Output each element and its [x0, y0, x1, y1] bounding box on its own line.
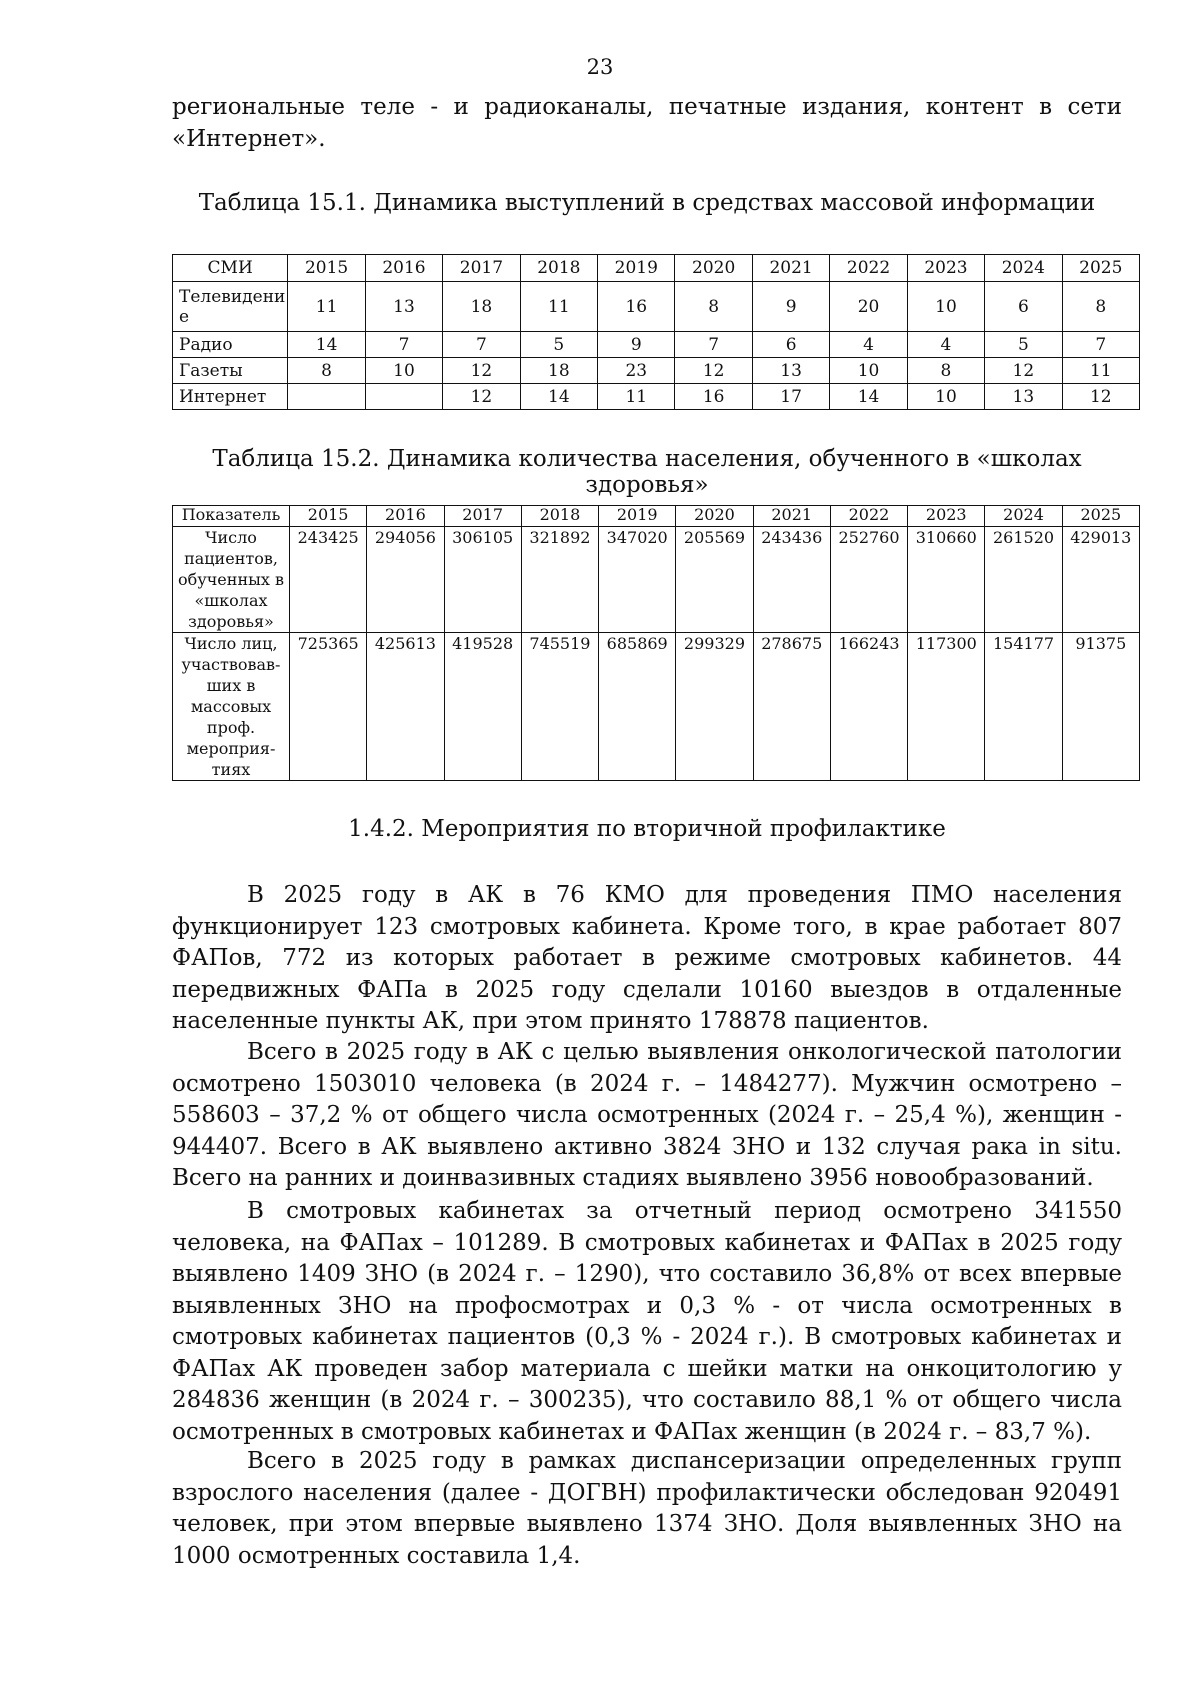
table-cell: 10: [907, 384, 984, 410]
table-cell: 9: [752, 282, 829, 332]
table-cell: 4: [907, 332, 984, 358]
year-header-cell: 2025: [1062, 506, 1139, 527]
year-header-cell: 2017: [444, 506, 521, 527]
table-cell: 18: [520, 358, 597, 384]
media-appearances-table: [172, 254, 1140, 410]
table1-caption: Таблица 15.1. Динамика выступлений в средствах массовой информации: [198, 190, 1096, 216]
table-cell: 6: [752, 332, 829, 358]
year-header-cell: 2021: [753, 506, 830, 527]
page-number: 23: [586, 55, 614, 79]
table-cell: 14: [830, 384, 907, 410]
table-cell: [288, 384, 365, 410]
table-cell: 243425: [290, 527, 367, 633]
table-row: [173, 633, 1140, 781]
table-cell: 725365: [290, 633, 367, 781]
year-header-cell: 2023: [907, 255, 984, 282]
table-cell: 20: [830, 282, 907, 332]
table-cell: 10: [365, 358, 442, 384]
table-row: [173, 358, 1140, 384]
table-cell: 425613: [367, 633, 444, 781]
table-cell: 91375: [1062, 633, 1139, 781]
year-header-cell: 2024: [985, 255, 1062, 282]
section-heading: 1.4.2. Мероприятия по вторичной профилактике: [348, 816, 946, 842]
year-header-cell: 2018: [520, 255, 597, 282]
table-cell: 10: [907, 282, 984, 332]
year-header-cell: 2024: [985, 506, 1062, 527]
year-header-cell: 2020: [675, 255, 752, 282]
year-header-cell: 2022: [830, 506, 907, 527]
table-cell: 12: [985, 358, 1062, 384]
table-cell: 14: [520, 384, 597, 410]
table-cell: 252760: [830, 527, 907, 633]
year-header-cell: 2019: [599, 506, 676, 527]
table-cell: 13: [985, 384, 1062, 410]
paragraph: Всего в 2025 году в рамках диспансеризации определенных групп взрослого населения (далее - ДОГВН) профилактически обследован 920491 человек, при этом впервые выявлено 1374 ЗНО. Доля выявленных ЗНО на 1000 осмотренных составила 1,4.: [172, 1448, 1122, 1569]
table-cell: 11: [520, 282, 597, 332]
row-label: Телевидени е: [173, 282, 288, 332]
table-cell: 429013: [1062, 527, 1139, 633]
table-cell: 18: [443, 282, 520, 332]
table-cell: 8: [675, 282, 752, 332]
table-cell: 261520: [985, 527, 1062, 633]
table-cell: 5: [985, 332, 1062, 358]
table-cell: 12: [1062, 384, 1139, 410]
table-row: [173, 282, 1140, 332]
table-cell: 11: [288, 282, 365, 332]
year-header-cell: 2019: [598, 255, 675, 282]
table-cell: 7: [1062, 332, 1139, 358]
table-cell: 299329: [676, 633, 753, 781]
table-row: [173, 332, 1140, 358]
table-cell: 419528: [444, 633, 521, 781]
table-row: [173, 384, 1140, 410]
table-cell: 7: [675, 332, 752, 358]
health-schools-table: [172, 505, 1140, 781]
row-label: Число пациентов, обученных в «школах здоровья»: [173, 527, 290, 633]
year-header-cell: 2015: [290, 506, 367, 527]
table-cell: 13: [752, 358, 829, 384]
table-cell: 685869: [599, 633, 676, 781]
table-header-row: [173, 506, 1140, 527]
table-cell: 166243: [830, 633, 907, 781]
year-header-cell: 2023: [908, 506, 985, 527]
table-cell: 154177: [985, 633, 1062, 781]
table-cell: 347020: [599, 527, 676, 633]
year-header-cell: 2016: [365, 255, 442, 282]
table-cell: 14: [288, 332, 365, 358]
year-header-cell: 2015: [288, 255, 365, 282]
table-row: [173, 527, 1140, 633]
row-label: Число лиц, участвовав-ших в массовых проф. мероприя-тиях: [173, 633, 290, 781]
table-cell: 13: [365, 282, 442, 332]
table-cell: 745519: [521, 633, 598, 781]
table-cell: 294056: [367, 527, 444, 633]
row-label: Интернет: [173, 384, 288, 410]
table-cell: 11: [598, 384, 675, 410]
year-header-cell: 2021: [752, 255, 829, 282]
table-cell: 321892: [521, 527, 598, 633]
table-cell: 17: [752, 384, 829, 410]
table-cell: 4: [830, 332, 907, 358]
table-cell: 7: [443, 332, 520, 358]
table-cell: 243436: [753, 527, 830, 633]
table-cell: 9: [598, 332, 675, 358]
table-header-row: [173, 255, 1140, 282]
table-header-cell: Показатель: [173, 506, 290, 527]
intro-paragraph: региональные теле - и радиоканалы, печатные издания, контент в сети «Интернет».: [172, 94, 1122, 152]
table-cell: 8: [907, 358, 984, 384]
table-cell: 205569: [676, 527, 753, 633]
table-cell: [365, 384, 442, 410]
table-cell: 7: [365, 332, 442, 358]
year-header-cell: 2017: [443, 255, 520, 282]
table-cell: 12: [443, 384, 520, 410]
paragraph: Всего в 2025 году в АК с целью выявления онкологической патологии осмотрено 1503010 человека (в 2024 г. – 1484277). Мужчин осмотрено – 558603 – 37,2 % от общего числа осмотренных (2024 г. – 25,4 %), женщин - 944407. Всего в АК выявлено активно 3824 ЗНО и 132 случая рака in situ. Всего на ранних и доинвазивных стадиях выявлено 3956 новообразований.: [172, 1039, 1122, 1191]
table-cell: 310660: [908, 527, 985, 633]
table-cell: 16: [598, 282, 675, 332]
table-cell: 12: [443, 358, 520, 384]
table-cell: 12: [675, 358, 752, 384]
table-cell: 11: [1062, 358, 1139, 384]
row-label: Газеты: [173, 358, 288, 384]
table-cell: 10: [830, 358, 907, 384]
year-header-cell: 2020: [676, 506, 753, 527]
paragraph: В смотровых кабинетах за отчетный период осмотрено 341550 человека, на ФАПах – 101289. В смотровых кабинетах и ФАПах в 2025 году выявлено 1409 ЗНО (в 2024 г. – 1290), что составило 36,8% от всех впервые выявленных ЗНО на профосмотрах и 0,3 % - от числа осмотренных в смотровых кабинетах пациентов (0,3 % - 2024 г.). В смотровых кабинетах и ФАПах АК проведен забор материала с шейки матки на онкоцитологию у 284836 женщин (в 2024 г. – 300235), что составило 88,1 % от общего числа осмотренных в смотровых кабинетах и ФАПах женщин (в 2024 г. – 83,7 %).: [172, 1198, 1122, 1445]
table-cell: 8: [1062, 282, 1139, 332]
table-cell: 8: [288, 358, 365, 384]
table-cell: 6: [985, 282, 1062, 332]
table2-caption: Таблица 15.2. Динамика количества населения, обученного в «школах здоровья»: [212, 446, 1082, 498]
table-header-cell: СМИ: [173, 255, 288, 282]
year-header-cell: 2025: [1062, 255, 1139, 282]
year-header-cell: 2016: [367, 506, 444, 527]
table-cell: 16: [675, 384, 752, 410]
table-cell: 117300: [908, 633, 985, 781]
table-cell: 5: [520, 332, 597, 358]
table-cell: 278675: [753, 633, 830, 781]
row-label: Радио: [173, 332, 288, 358]
table-cell: 306105: [444, 527, 521, 633]
year-header-cell: 2018: [521, 506, 598, 527]
year-header-cell: 2022: [830, 255, 907, 282]
table-cell: 23: [598, 358, 675, 384]
paragraph: В 2025 году в АК в 76 КМО для проведения ПМО населения функционирует 123 смотровых кабинета. Кроме того, в крае работает 807 ФАПов, 772 из которых работает в режиме смотровых кабинетов. 44 передвижных ФАПа в 2025 году сделали 10160 выездов в отдаленные населенные пункты АК, при этом принято 178878 пациентов.: [172, 882, 1122, 1034]
